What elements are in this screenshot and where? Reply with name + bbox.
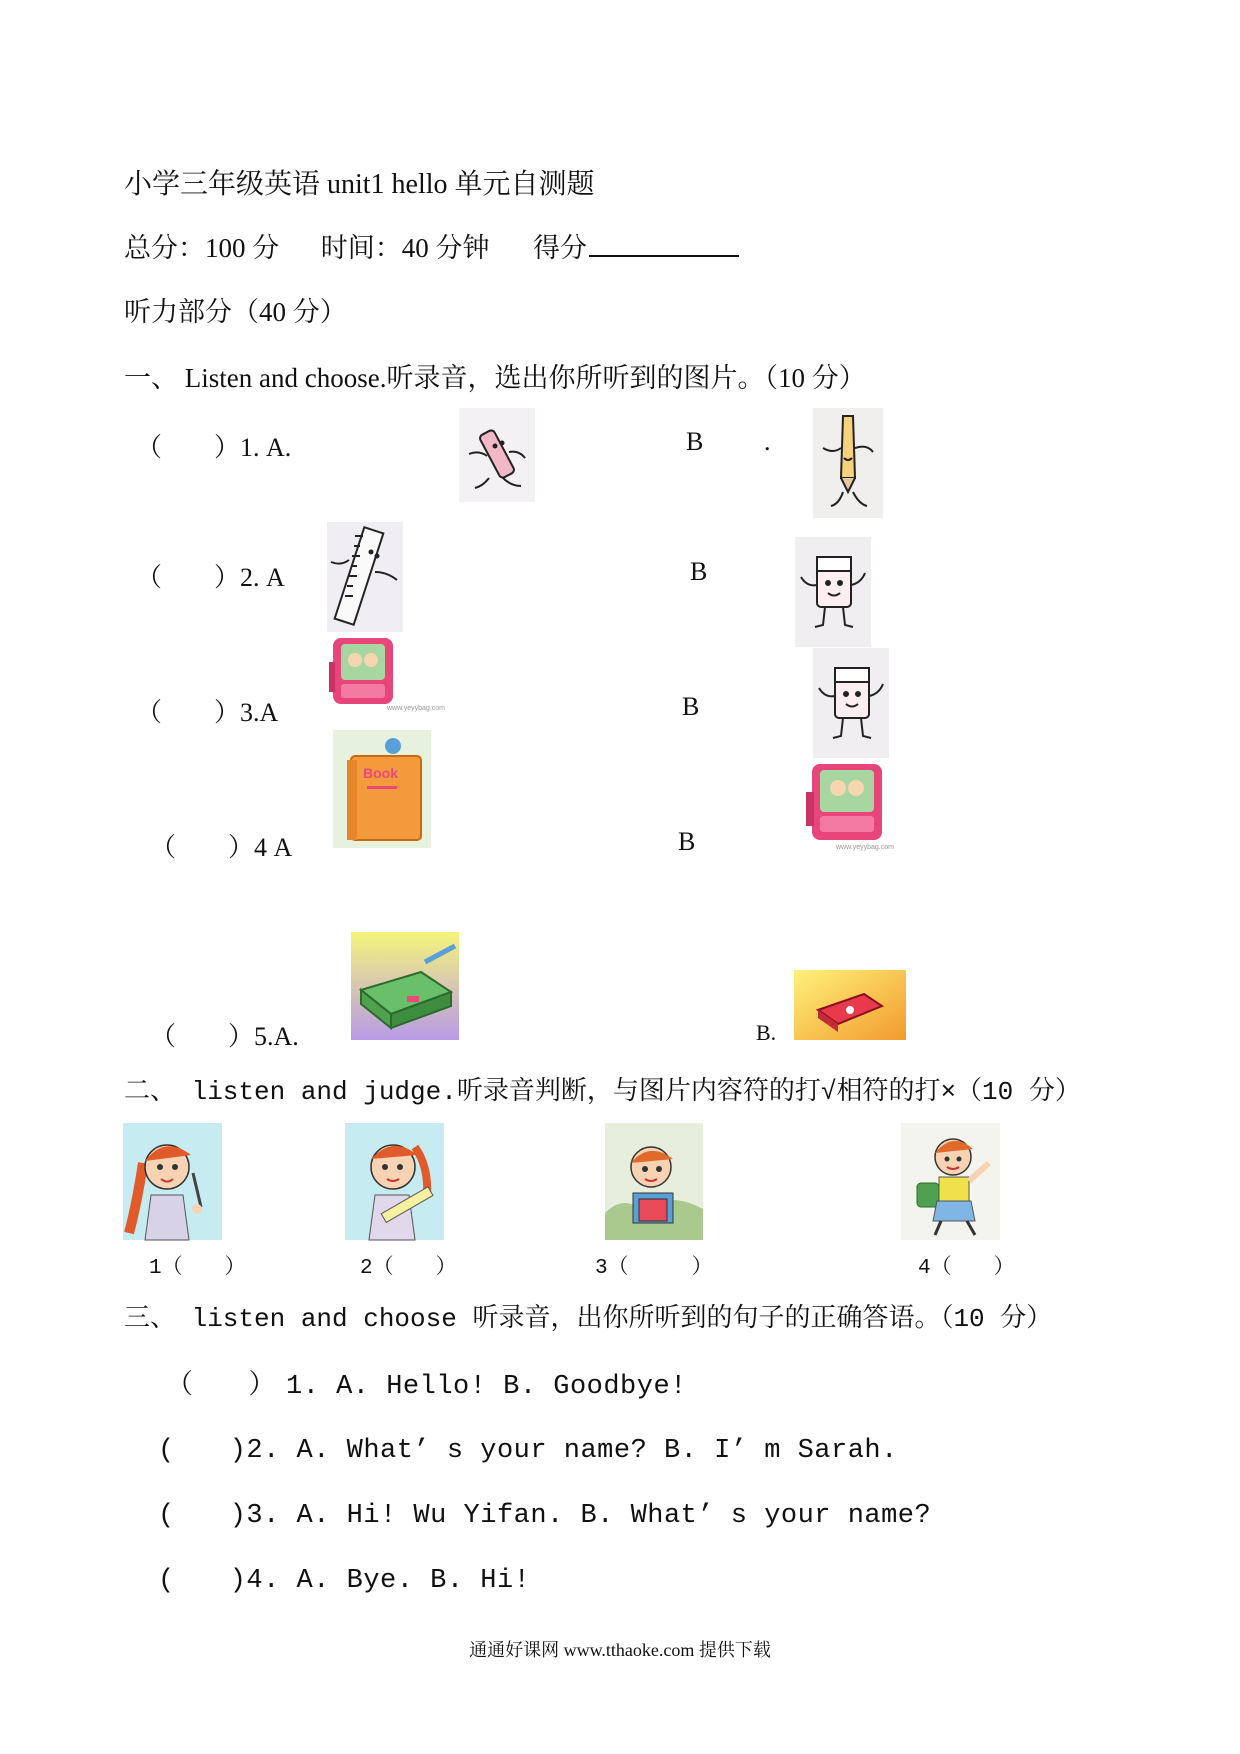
- schoolbag-icon-2: [800, 760, 910, 852]
- p2-label-3: 3（ ）: [595, 1257, 713, 1280]
- part2-heading: 二、 listen and judge.听录音判断，与图片内容符的打√相符的打×（10 分）: [124, 1077, 1081, 1107]
- p3-item3-text: 3. A. Hi! Wu Yifan. B. What’ s your name?: [246, 1501, 932, 1531]
- pen-character-icon: [459, 408, 535, 502]
- score-label: 得分: [533, 233, 587, 263]
- p1-item3-label: （ ）3.A: [136, 698, 279, 727]
- schoolbag-icon: [325, 632, 445, 714]
- ruler-character-icon: [327, 522, 403, 632]
- p3-item2-paren[interactable]: ( ): [158, 1436, 247, 1466]
- part1-heading: 一、 Listen and choose.听录音，选出你所听到的图片。（10 分）: [124, 363, 866, 393]
- girl-with-ruler-icon: [345, 1123, 444, 1240]
- p1-item1-label: （ ）1. A.: [136, 433, 292, 462]
- book-cover-word: Book: [363, 765, 398, 781]
- p1-item1-b-label: B: [686, 427, 704, 456]
- worksheet-title: 小学三年级英语 unit1 hello 单元自测题: [124, 169, 595, 200]
- p3-item2: [158, 1426, 898, 1466]
- pencil-character-icon: [813, 408, 883, 518]
- boy-with-book-icon: [605, 1123, 703, 1240]
- p3-item3-paren[interactable]: ( ): [158, 1501, 247, 1531]
- p1-item2-label: （ ）2. A: [136, 563, 285, 592]
- pencil-box-icon: [351, 932, 459, 1040]
- p1-item1-dot: .: [764, 427, 771, 456]
- p2-label-2: 2（ ）: [360, 1257, 457, 1280]
- p3-item4-text: 4. A. Bye. B. Hi!: [246, 1566, 531, 1596]
- p3-item1-text: 1. A. Hello! B. Goodbye!: [286, 1372, 687, 1402]
- eraser-character-icon: [795, 537, 871, 647]
- time-label: 时间：40 分钟: [320, 233, 490, 263]
- listening-section-heading: 听力部分（40 分）: [124, 297, 347, 327]
- svg-text:www.yeyybag.com: www.yeyybag.com: [836, 844, 894, 851]
- boy-with-bag-icon: [901, 1123, 1000, 1240]
- p1-item4-b-label: B: [678, 827, 696, 856]
- p3-item4: [158, 1556, 530, 1596]
- p3-item3: [158, 1491, 931, 1531]
- score-blank-field[interactable]: [589, 231, 739, 257]
- p2-label-4: 4（ ）: [918, 1257, 1015, 1280]
- p1-item2-b-label: B: [690, 557, 708, 586]
- p3-item1-paren[interactable]: （ ）: [166, 1372, 276, 1402]
- p1-item4-label: （ ）4 A: [150, 833, 293, 862]
- book-icon: [333, 730, 431, 848]
- girl-with-pencil-icon: [123, 1123, 222, 1240]
- p2-label-1: 1（ ）: [149, 1257, 246, 1280]
- p1-item5-label: （ ）5.A.: [150, 1022, 299, 1051]
- p1-item5-b-label: B.: [756, 1020, 777, 1045]
- eraser-character-icon-2: [813, 648, 889, 758]
- total-score-label: 总分：100 分: [124, 233, 280, 263]
- score-info-line: [124, 226, 739, 265]
- footer-source-text: 通通好课网 www.tthaoke.com 提供下载: [469, 1640, 771, 1660]
- part3-heading: 三、 listen and choose 听录音，出你所听到的句子的正确答语。（10 分）: [124, 1304, 1053, 1334]
- svg-text:www.yeyybag.com: www.yeyybag.com: [387, 705, 445, 712]
- p3-item4-paren[interactable]: ( ): [158, 1566, 247, 1596]
- sharpener-icon: [794, 970, 906, 1040]
- p3-item1: [166, 1362, 687, 1402]
- p1-item3-b-label: B: [682, 692, 700, 721]
- p3-item2-text: 2. A. What’ s your name? B. I’ m Sarah.: [246, 1436, 898, 1466]
